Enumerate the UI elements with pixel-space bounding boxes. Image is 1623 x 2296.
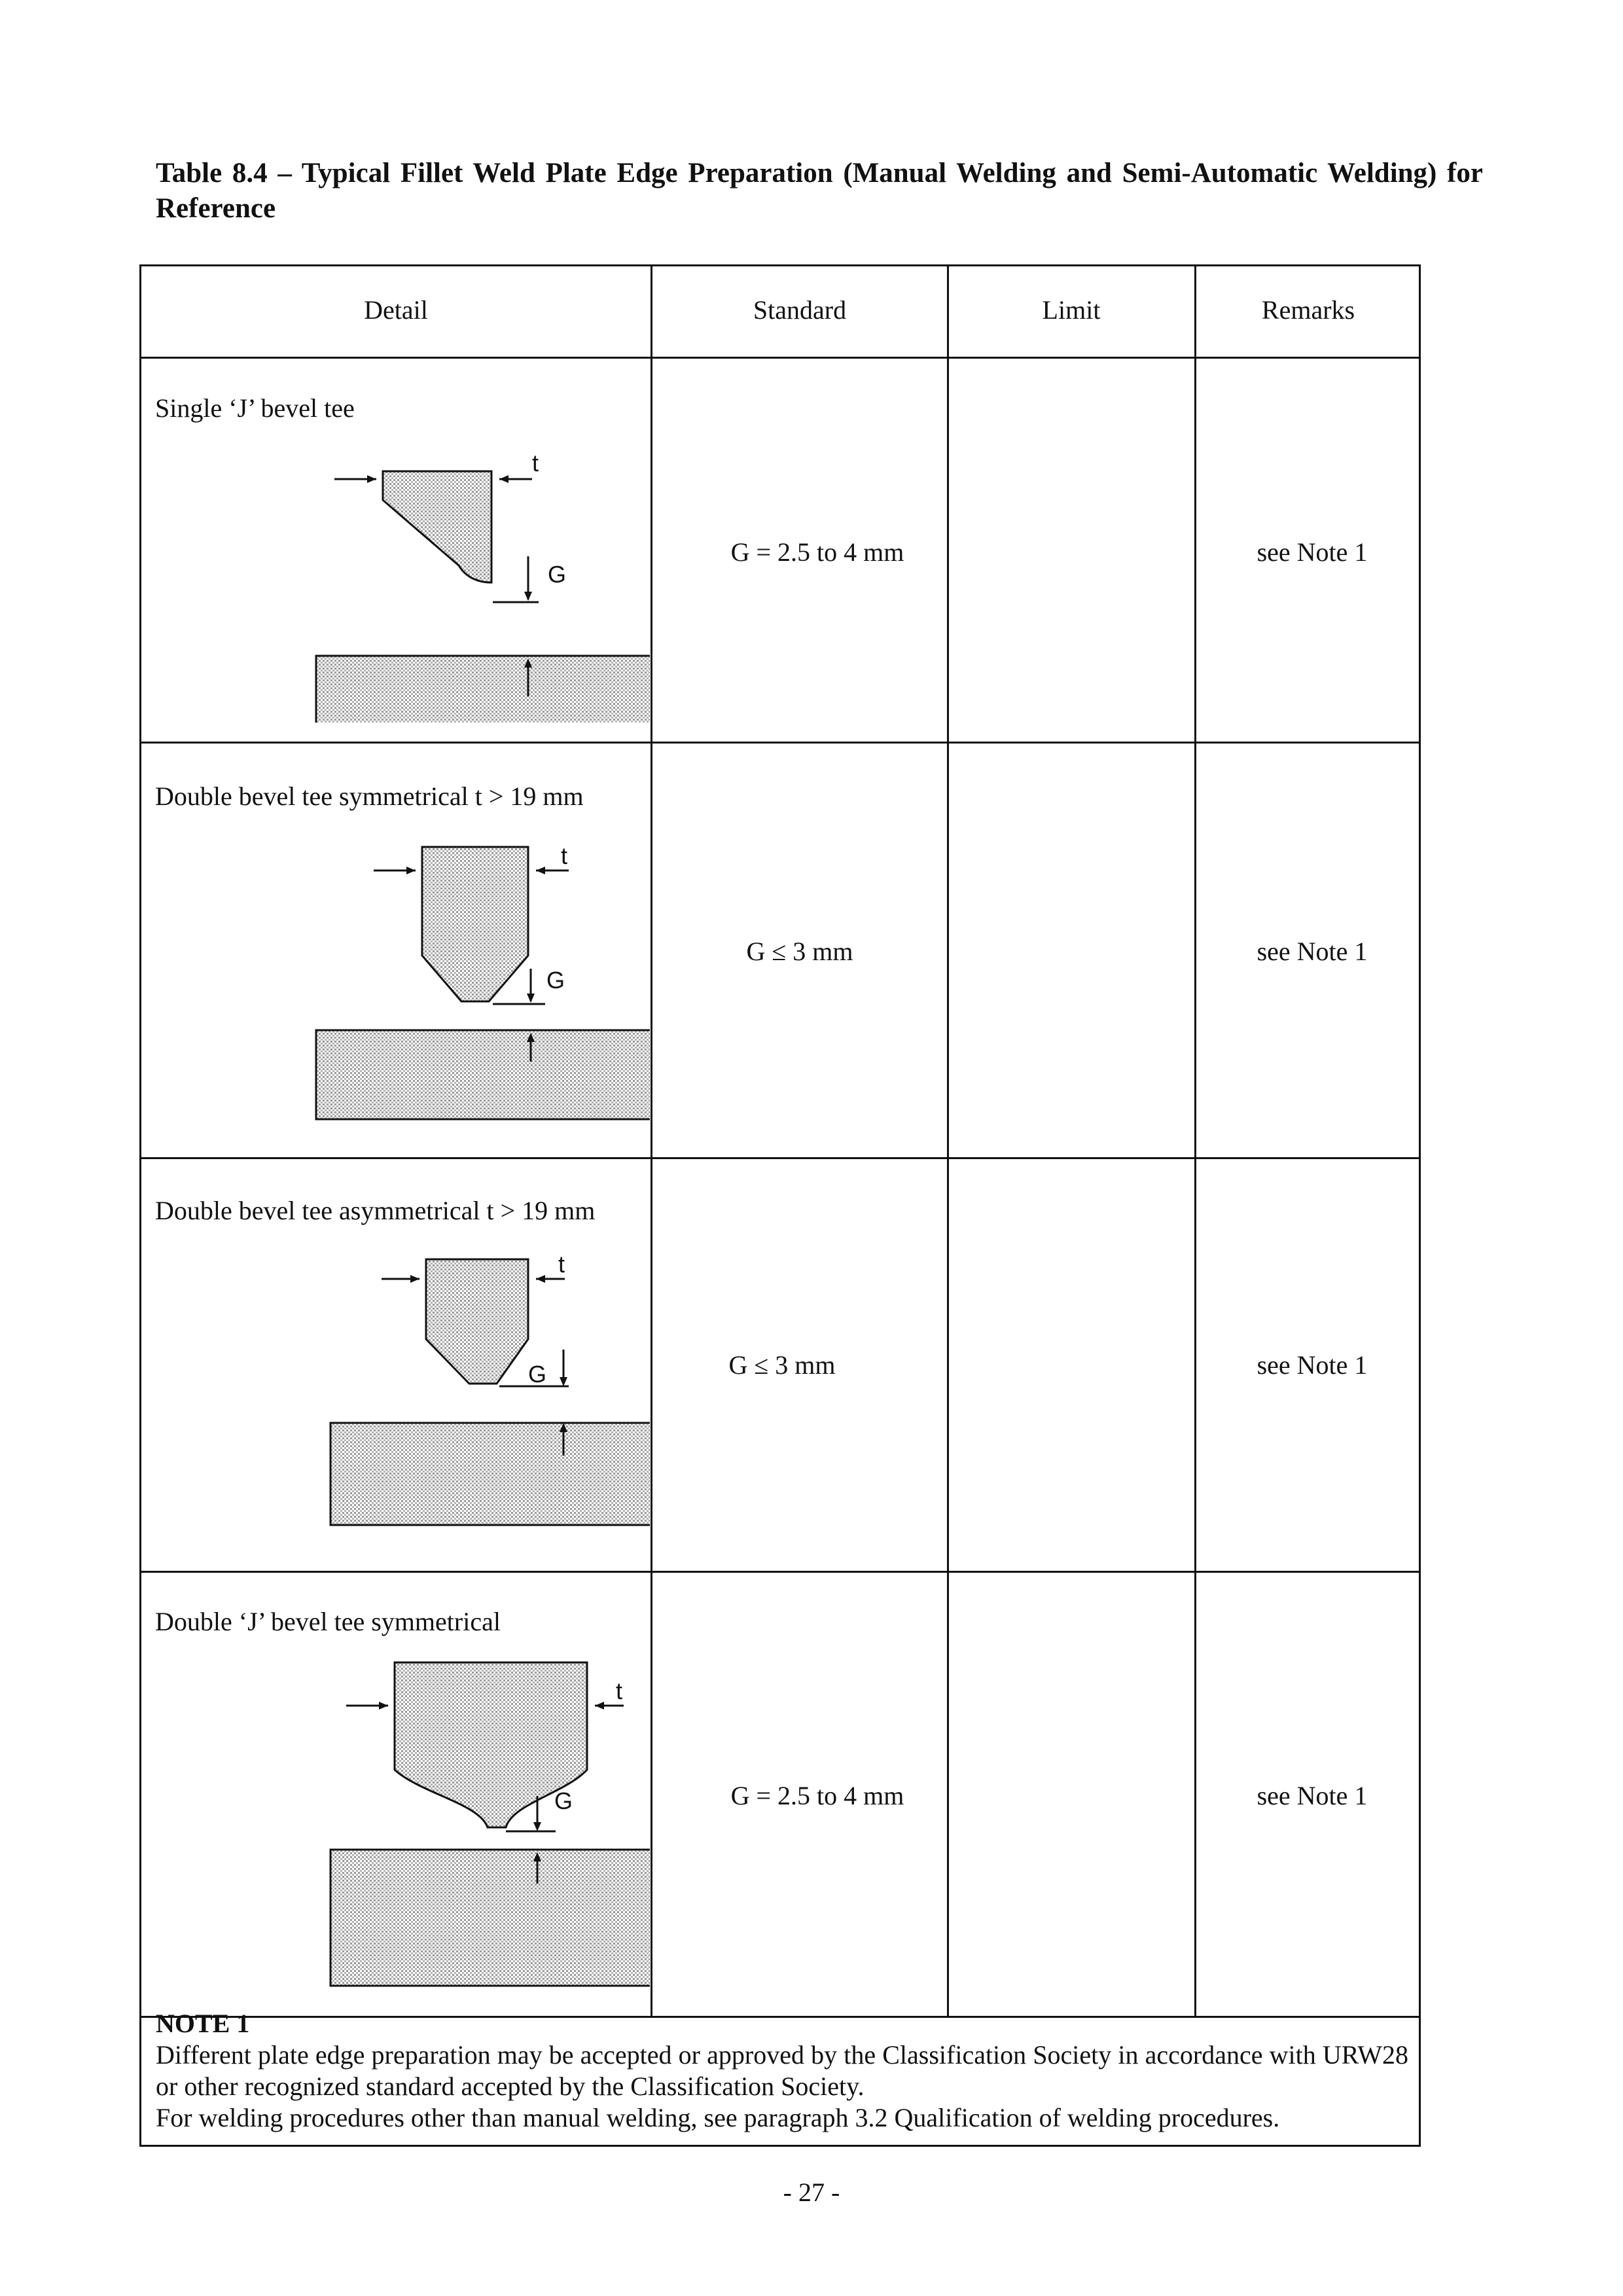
note-title: NOTE 1 [156,2009,250,2038]
gap-label: G [528,1361,547,1388]
row-detail-label: Double bevel tee asymmetrical t > 19 mm [155,1196,596,1225]
table-border-right [1419,264,1421,2147]
header-detail: Detail [364,295,428,325]
gap-label: G [554,1787,573,1814]
row-divider [139,1571,1421,1573]
header-remarks: Remarks [1261,295,1355,325]
row-standard: G ≤ 3 mm [746,937,853,966]
row-detail-label: Double ‘J’ bevel tee symmetrical [155,1607,501,1636]
row-remarks: see Note 1 [1257,537,1368,567]
note-text: For welding procedures other than manual welding, see paragraph 3.2 Qualification of welding procedures. [156,2103,1280,2132]
gap-label: G [548,561,567,588]
header-standard: Standard [753,295,847,325]
row-remarks: see Note 1 [1257,937,1368,966]
row-detail-label: Double bevel tee symmetrical t > 19 mm [155,781,584,811]
column-divider [947,264,949,2018]
row-standard: G ≤ 3 mm [728,1350,836,1380]
thickness-label: t [561,842,568,869]
row-divider [139,1157,1421,1159]
double-bevel-tee-asymmetrical-diagram [205,1253,650,1541]
double-j-bevel-tee-symmetrical-diagram [205,1656,650,1990]
thickness-label: t [532,450,539,476]
row-remarks: see Note 1 [1257,1350,1368,1380]
column-divider [1194,264,1196,2018]
row-divider [139,742,1421,744]
row-detail-label: Single ‘J’ bevel tee [155,393,355,423]
double-bevel-tee-symmetrical-diagram [205,840,650,1128]
gap-label: G [546,967,565,994]
thickness-label: t [558,1253,565,1278]
table-border-bottom [139,2145,1421,2147]
note-text: Different plate edge preparation may be accepted or approved by the Classification Society in accordance with URW28 or other recognized standard accepted by the Classification Society. [156,2040,1408,2101]
row-divider [139,357,1421,359]
weld-preparation-table [139,264,1421,2147]
table-border-top [139,264,1421,266]
page-number: - 27 - [783,2178,840,2207]
column-divider [651,264,652,2018]
thickness-label: t [616,1677,623,1704]
row-standard: G = 2.5 to 4 mm [730,537,904,567]
header-limit: Limit [1042,295,1101,325]
single-j-bevel-tee-diagram [205,448,650,723]
note-block [156,2008,1408,2134]
table-border-left [139,264,141,2147]
row-standard: G = 2.5 to 4 mm [730,1781,904,1810]
table-title: Table 8.4 – Typical Fillet Weld Plate Edge Preparation (Manual Welding and Semi-Automatic Welding) for Reference [156,158,1483,224]
row-remarks: see Note 1 [1257,1781,1368,1810]
